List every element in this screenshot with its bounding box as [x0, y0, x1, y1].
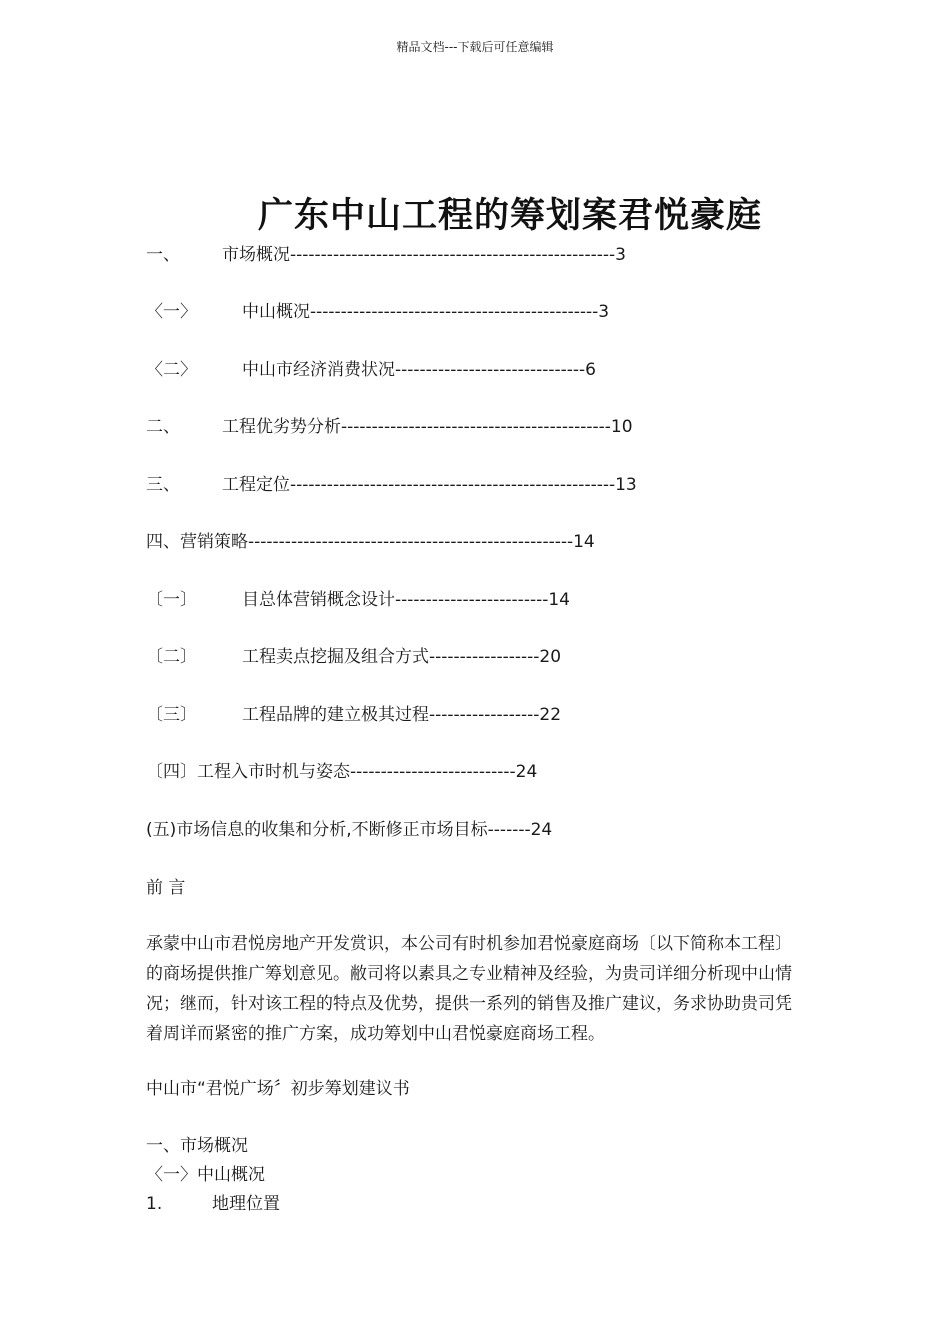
toc-entry [146, 588, 570, 612]
toc-entry-label: 〔四〕工程入市时机与姿态---------------------------24 [146, 762, 538, 782]
item-label: 地理位置 [212, 1194, 280, 1214]
page-header: 精品文档---下载后可任意编辑 [396, 40, 554, 54]
document-title: 广东中山工程的筹划案君悦豪庭 [257, 196, 762, 236]
toc-entry [146, 473, 637, 497]
toc-entry [146, 818, 552, 842]
toc-entry-label: 目总体营销概念设计-------------------------14 [242, 590, 570, 610]
toc-entry-number: 一、 [146, 245, 180, 265]
preface-line: 的商场提供推广筹划意见。敝司将以素具之专业精神及经验，为贵司详细分析现中山情 [146, 964, 792, 984]
toc-entry [146, 645, 561, 669]
toc-entry [146, 760, 537, 784]
toc-entry-label: 工程优劣势分析--------------------------------------------10 [222, 417, 633, 437]
toc-entry-label: 中山概况-----------------------------------------------3 [242, 302, 610, 322]
numbered-item [146, 1192, 280, 1216]
item-number: 1. [146, 1194, 163, 1214]
subsection-heading: 〈一〉中山概况 [146, 1165, 265, 1185]
preface-paragraph [146, 929, 876, 1049]
toc-entry-number: 二、 [146, 417, 180, 437]
toc-entry-label: 市场概况-----------------------------------------------------3 [222, 245, 626, 265]
preface-line: 况；继而，针对该工程的特点及优势，提供一系列的销售及推广建议，务求协助贵司凭 [146, 994, 792, 1014]
toc-entry-label: 工程品牌的建立极其过程------------------22 [242, 705, 562, 725]
proposal-title: 中山市“君悦广场〞初步筹划建议书 [146, 1079, 410, 1099]
toc-entry-label: 四、营销策略-----------------------------------------------------14 [146, 532, 595, 552]
toc-entry [146, 300, 609, 324]
toc-entry-number: 〔二〕 [146, 647, 197, 667]
toc-entry-number: 〈一〉 [146, 302, 197, 322]
toc-entry [146, 358, 596, 382]
toc-entry-number: 〔三〕 [146, 705, 197, 725]
preface-line: 着周详而紧密的推广方案，成功筹划中山君悦豪庭商场工程。 [146, 1024, 605, 1044]
toc-entry [146, 530, 595, 554]
toc-entry-number: 三、 [146, 475, 180, 495]
toc-entry [146, 703, 561, 727]
section-heading: 一、市场概况 [146, 1136, 248, 1156]
toc-entry-number: 〈二〉 [146, 360, 197, 380]
toc-entry [146, 415, 633, 439]
toc-entry-label: 中山市经济消费状况-------------------------------6 [242, 360, 596, 380]
toc-entry-label: 工程定位-----------------------------------------------------13 [222, 475, 637, 495]
toc-entry [146, 243, 626, 267]
preface-heading: 前 言 [146, 878, 186, 898]
toc-entry-number: 〔一〕 [146, 590, 197, 610]
toc-entry-label: 工程卖点挖掘及组合方式------------------20 [242, 647, 562, 667]
preface-line: 承蒙中山市君悦房地产开发赏识，本公司有时机参加君悦豪庭商场〔以下简称本工程〕 [146, 934, 792, 954]
toc-entry-label: (五)市场信息的收集和分析,不断修正市场目标-------24 [146, 820, 553, 840]
